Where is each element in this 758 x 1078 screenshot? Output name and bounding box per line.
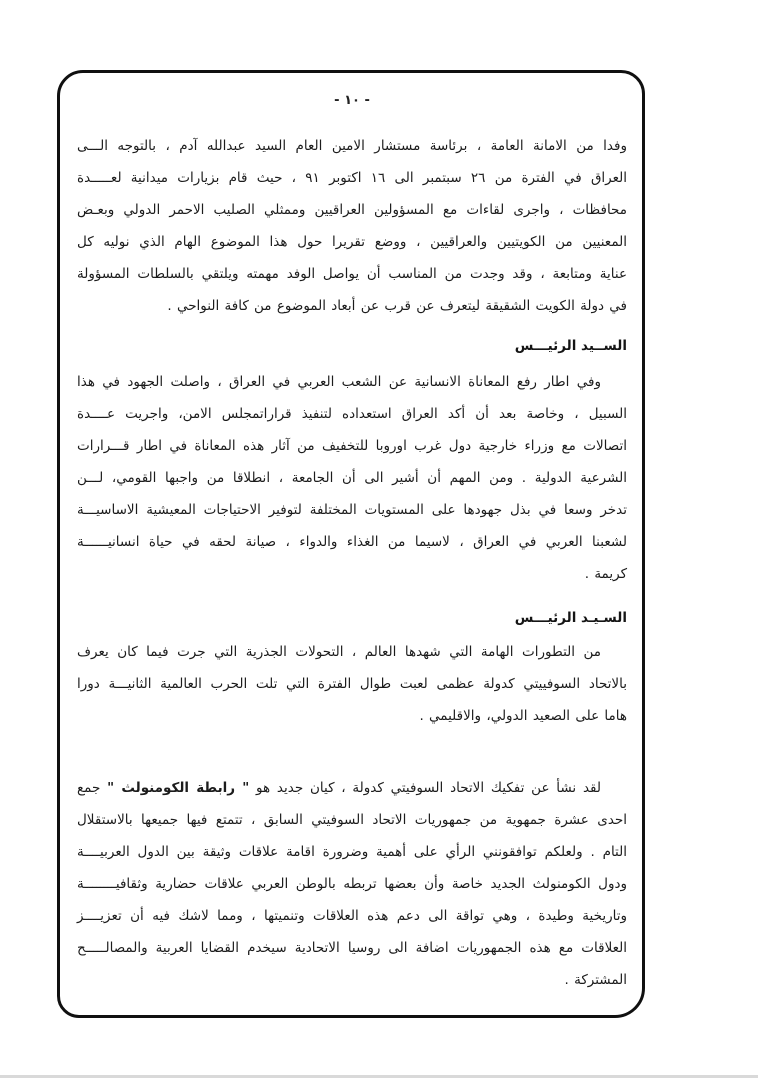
text-line: الشرعية الدولية . ومن المهم أن أشير الى أن الجامعة ، انطلاقا من واجبها القومي، لـــن: [77, 470, 627, 486]
text-line: المشتركة .: [564, 972, 627, 988]
text-line: لشعبنا العربي في العراق ، لاسيما من الغذاء والدواء ، صيانة لحقه في حياة انسانيــــــة: [77, 534, 627, 550]
text-line: ودول الكومنولث الجديد خاصة وأن بعضها تربطه بالوطن العربي علاقات حضارية وثقافيــــــــة: [77, 876, 627, 892]
section-heading-mr-president-1: الســيد الرئيـــس: [514, 338, 627, 354]
text-line: بالاتحاد السوفييتي كدولة عظمى لعبت طوال الفترة التي تلت الحرب العالمية الثانيـــة دورا: [77, 676, 627, 692]
text-line: هاما على الصعيد الدولي، والاقليمي .: [419, 708, 627, 724]
section-heading-mr-president-2: السـيـد الرئيـــس: [514, 610, 627, 626]
text-line: في دولة الكويت الشقيقة ليتعرف عن قرب عن أبعاد الموضوع من كافة النواحي .: [167, 298, 627, 314]
paragraph-3: [77, 636, 627, 732]
text-line: المعنيين من الكويتيين والعراقيين ، ووضع تقريرا حول هذا الموضوع الهام الذي نوليه كل: [77, 234, 627, 250]
text-line: اتصالات مع وزراء خارجية دول غرب اوروبا للتخفيف من آثار هذه المعاناة في اطار قـــرارات: [77, 438, 627, 454]
page-number: - ١٠ -: [334, 93, 370, 108]
text-line: وفدا من الامانة العامة ، برئاسة مستشار الامين العام السيد عبدالله آدم ، بالتوجه الـــى: [77, 138, 627, 154]
text-line: السبيل ، وخاصة بعد أن أكد العراق استعداده لتنفيذ قراراتمجلس الامن، واجريت عــــدة: [77, 406, 627, 422]
text-line: محافظات ، واجرى لقاءات مع المسؤولين العراقيين وممثلي الصليب الاحمر الدولي وبعـض: [77, 202, 627, 218]
text-line: من التطورات الهامة التي شهدها العالم ، التحولات الجذرية التي جرت فيما كان يعرف: [77, 644, 601, 660]
text-line: العراق في الفترة من ٢٦ سبتمبر الى ١٦ اكتوبر ٩١ ، حيث قام بزيارات ميدانية لعـــــدة: [77, 170, 627, 186]
text-line: احدى عشرة جمهوية من جمهوريات الاتحاد السوفيتي السابق ، تتمتع فيها جميعها بالاستقلال: [77, 812, 627, 828]
text-line: تدخر وسعا في بذل جهودها على المستويات المختلفة لتوفير الاحتياجات المعيشية الاساسيـــة: [77, 502, 627, 518]
text-line: كريمة .: [584, 566, 627, 582]
text-line: وتاريخية وطيدة ، وهي تواقة الى دعم هذه العلاقات وتنميتها ، ومما لاشك فيه أن تعزيــــز: [77, 908, 627, 924]
page-border: [57, 70, 645, 1018]
text-line: التام . ولعلكم توافقونني الرأي على أهمية وضرورة اقامة علاقات وثيقة بين الدول العربيــــة: [77, 844, 627, 860]
text-line: العلاقات مع هذه الجمهوريات اضافة الى روسيا الاتحادية سيخدم القضايا العربية والمصالـــــح: [77, 940, 627, 956]
commonwealth-league-emphasis: " رابطة الكومنولث ": [107, 780, 250, 796]
text-line: [77, 772, 627, 804]
paragraph-2: [77, 366, 627, 590]
text-segment: لقد نشأ عن تفكيك الاتحاد السوفيتي كدولة ، كيان جديد هو: [249, 780, 601, 796]
paragraph-1: [77, 130, 627, 322]
paragraph-4: [77, 772, 627, 996]
text-segment: جمع: [77, 780, 108, 796]
text-line: وفي اطار رفع المعاناة الانسانية عن الشعب العربي في العراق ، واصلت الجهود في هذا: [77, 374, 601, 390]
text-line: عناية ومتابعة ، وقد وجدت من المناسب أن يواصل الوفد مهمته ويلتقي بالسلطات المسؤولة: [77, 266, 627, 282]
